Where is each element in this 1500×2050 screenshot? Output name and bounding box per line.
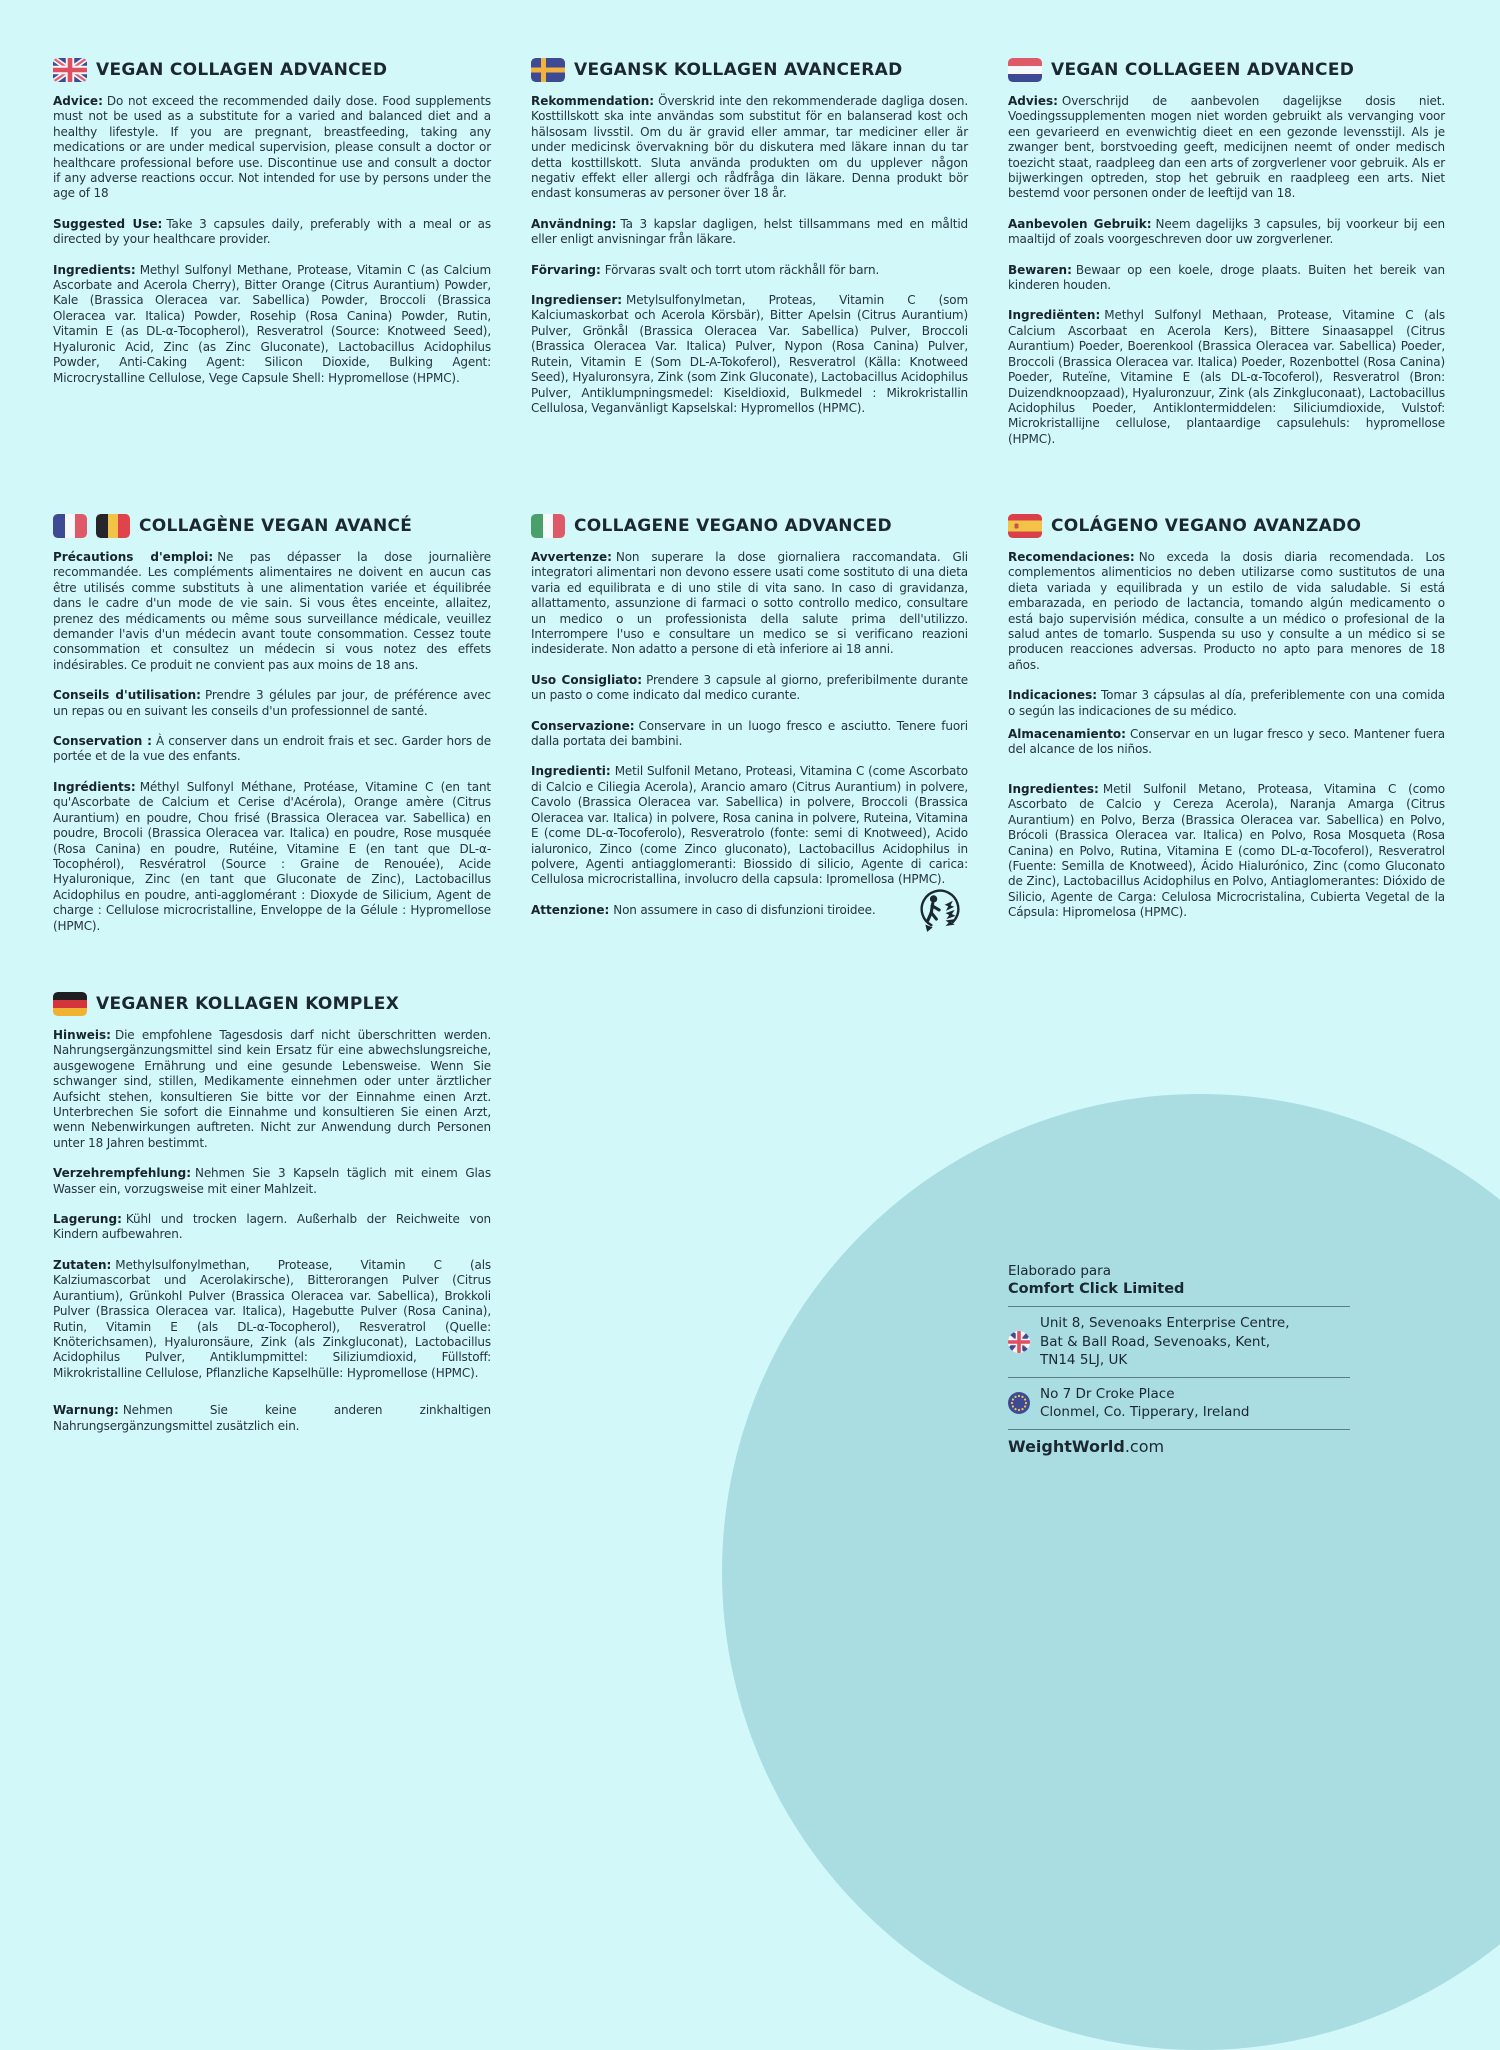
usage-advice-paragraph xyxy=(53,688,491,719)
paragraph-label: Användning: xyxy=(531,216,617,231)
spain-flag-icon xyxy=(1008,514,1042,538)
storage-paragraph xyxy=(53,1212,491,1243)
paragraph-label: Conservation : xyxy=(53,734,152,749)
notice-paragraph xyxy=(53,1028,491,1151)
section-header xyxy=(1008,58,1445,82)
paragraph-label: Ingredientes: xyxy=(1008,781,1099,796)
paragraph-label: Uso Consigliato: xyxy=(531,672,643,687)
section-header xyxy=(53,58,491,82)
paragraph-text: Take 3 capsules daily, preferably with a meal or as directed by your healthcare provider. xyxy=(53,216,491,247)
paragraph-label: Zutaten: xyxy=(53,1257,112,1272)
paragraph-text: Metil Sulfonil Metano, Proteasa, Vitamina C (como Ascorbato de Calcio y Cereza Acerola), Naranja Amarga (Citrus Aurantium) en Polvo, Berza (Brassica Oleracea var. Sabellica) en Polvo, Brócoli (Brassica Oleracea var. Italica) en Polvo, Rosa Mosqueta (Rosa Canina) en Polvo, Rutina, Vitamina E (como DL-α-Tocoferol), Resveratrol (Fuente: Semilla de Knotweed), Ácido Hialurónico, Zinc (como Gluconato de Zinc), Lactobacillus Acidophilus en Polvo, Antiaglomerantes: Dióxido de Silicio, Agente de Carga: Celulosa Microcristalina, Cubierta Vegetal de la Cápsula: Hipromelosa (HPMC). xyxy=(1008,781,1445,920)
paragraph-label: Bewaren: xyxy=(1008,262,1072,277)
paragraph-label: Ingredients: xyxy=(53,262,136,277)
brand-tld: .com xyxy=(1124,1436,1165,1456)
recommendation-paragraph xyxy=(531,94,968,202)
paragraph-label: Recomendaciones: xyxy=(1008,550,1135,564)
paragraph-text: Ne pas dépasser la dose journalière recommandée. Les compléments alimentaires ne doivent en aucun cas être utilisés comme substituts à une alimentation variée et équilibrée dans le cadre d'un mode de vie sain. Si vous êtes enceinte, allaitez, prenez des médicaments ou même sous surveillance médicale, veuillez demander l'avis d'un médecin avant toute consommation. Cessez toute consommation et consultez un médecin si vous notez des effets indésirables. Ce produit ne convient pas aux moins de 18 ans. xyxy=(53,550,492,672)
storage-paragraph xyxy=(531,263,968,278)
section-italian xyxy=(531,514,968,918)
paragraph-text: Metylsulfonylmetan, Proteas, Vitamin C (som Kalciumaskorbat och Acerola Körsbär), Bitter Apelsin (Citrus Aurantium) Pulver, Grönkål (Brassica Oleracea Var. Sabellica) Pulver, Broccoli (Brassica Oleracea Var. Italica) Pulver, Nypon (Rosa Canina) Pulver, Rutein, Vitamin E (Som DL-A-Tokoferol), Resveratrol (Källa: Knotweed Seed), Hyaluronsyra, Zink (som Zink Gluconate), Lactobacillus Acidophilus Pulver, Antiklumpningsmedel: Kiseldioxid, Bulkmedel : Mikrokristallin Cellulosa, Veganvänligt Kapselskal: Hypromellos (HPMC). xyxy=(531,293,968,415)
consumption-paragraph xyxy=(53,1166,491,1197)
paragraph-label: Lagerung: xyxy=(53,1212,122,1227)
section-title: VEGAN COLLAGEN ADVANCED xyxy=(96,60,388,80)
eu-flag-icon xyxy=(1008,1392,1030,1414)
paragraph-label: Advies: xyxy=(1008,94,1058,108)
eu-address-line: No 7 Dr Croke Place xyxy=(1040,1385,1175,1402)
storage-paragraph xyxy=(1008,263,1445,294)
section-spanish xyxy=(1008,514,1445,921)
paragraph-label: Aanbevolen Gebruik: xyxy=(1008,216,1152,231)
paragraph-text: Nehmen Sie 3 Kapseln täglich mit einem Glas Wasser ein, vorzugsweise mit einer Mahlzeit. xyxy=(53,1166,491,1196)
paragraph-text: Conservar en un lugar fresco y seco. Mantener fuera del alcance de los niños. xyxy=(1008,727,1445,757)
advice-paragraph xyxy=(1008,94,1445,202)
paragraph-label: Rekommendation: xyxy=(531,94,655,108)
paragraph-text: Kühl und trocken lagern. Außerhalb der Reichweite von Kindern aufbewahren. xyxy=(53,1212,491,1242)
paragraph-text: Conservare in un luogo fresco e asciutto. Tenere fuori dalla portata dei bambini. xyxy=(531,718,968,749)
ingredients-paragraph xyxy=(531,293,968,416)
section-header xyxy=(53,514,491,538)
section-title: VEGANSK KOLLAGEN AVANCERAD xyxy=(574,60,903,80)
paragraph-label: Verzehrempfehlung: xyxy=(53,1166,191,1181)
paragraph-text: Överskrid inte den rekommenderade dagliga dosen. Kosttillskott ska inte användas som substitut för en balanserad kost och hälsosam livsstil. Om du är gravid eller ammar, tar mediciner eller är under medicinsk övervakning bör du diskutera med läkare innan du tar detta kosttillskott. Sluta använda produkten om du upplever någon negativ effekt eller allergi och rådfråga din läkare. Denna produkt bör endast konsumeras av personer över 18 år. xyxy=(531,94,968,201)
attention-row xyxy=(531,903,968,918)
paragraph-text: Nehmen Sie keine anderen zinkhaltigen Nahrungsergänzungsmittel zusätzlich ein. xyxy=(53,1403,491,1433)
eu-address xyxy=(1040,1385,1249,1422)
section-title: VEGANER KOLLAGEN KOMPLEX xyxy=(96,994,400,1014)
paragraph-text: Methyl Sulfonyl Methane, Protease, Vitamin C (as Calcium Ascorbate and Acerola Cherry), Bitter Orange (Citrus Aurantium) Powder, Kale (Brassica Oleracea var. Sabellica) Powder, Broccoli (Brassica Oleracea var. Italica) Powder, Rosehip (Rosa Canina) Powder, Rutin, Vitamin E (as DL-α-Tocopherol), Resveratrol (Source: Knotweed Seed), Hyaluronic Acid, Zinc (as Zinc Gluconate), Lactobacillus Acidophilus Powder, Anti-Caking Agent: Silicon Dioxide, Bulking Agent: Microcrystalline Cellulose, Vege Capsule Shell: Hypromellose (HPMC). xyxy=(53,262,491,385)
paragraph-label: Conservazione: xyxy=(531,718,635,733)
section-french xyxy=(53,514,491,934)
section-title: VEGAN COLLAGEEN ADVANCED xyxy=(1051,60,1355,80)
advice-paragraph xyxy=(53,94,491,202)
paragraph-label: Ingrédients: xyxy=(53,779,136,794)
divider xyxy=(1008,1306,1350,1307)
uk-address-line: TN14 5LJ, UK xyxy=(1040,1352,1128,1368)
paragraph-text: Methylsulfonylmethan, Protease, Vitamin C (als Kalziumascorbat und Acerolakirsche), Bitterorangen Pulver (Citrus Aurantium), Grünkohl Pulver (Brassica Oleracea var. Sabellica), Brokkoli Pulver (Brassica Oleracea var. Italica), Hagebutte Pulver (Rosa Canina), Rutin, Vitamin E (als DL-α-Tocopherol), Resveratrol (Quelle: Knöterichsamen), Hyaluronsäure, Zink (als Zinkgluconat), Lactobacillus Acidophilus Pulver, Antiklumpmittel: Siliziumdioxid, Füllstoff: Mikrokristalline Cellulose, Pflanzliche Kapselhülle: Hypromellose (HPMC). xyxy=(53,1257,491,1380)
storage-paragraph xyxy=(53,734,491,765)
paragraph-label: Ingrediënten: xyxy=(1008,308,1101,323)
paragraph-text: Metil Sulfonil Metano, Proteasi, Vitamina C (come Ascorbato di Calcio e Ciliegia Acerola), Arancio amaro (Citrus Aurantium) in polvere, Cavolo (Brassica Oleracea var. Sabellica) in polvere, Broccoli (Brassica Oleracea var. Italica) in polvere, Rosa canina in polvere, Ruteina, Vitamina E (come DL-α-Tocoferolo), Resveratrolo (fonte: semi di Knotweed), Acido ialuronico, Zinco (come Zinco gluconato), Lactobacillus Acidophilus in polvere, Agenti antiagglomeranti: Biossido di silicio, Agente di carica: Cellulosa microcristallina, involucro della capsula: Ipromellosa (HPMC). xyxy=(531,764,968,887)
warnings-paragraph xyxy=(531,550,968,658)
suggested-use-paragraph xyxy=(1008,217,1445,248)
paragraph-label: Indicaciones: xyxy=(1008,688,1098,703)
paragraph-text: Methyl Sulfonyl Methaan, Protease, Vitamine C (als Calcium Ascorbaat en Acerola Kers), Bittere Sinaasappel (Citrus Aurantium) Poeder, Boerenkool (Brassica Oleracea var. Sabellica) Poeder, Broccoli (Brassica Oleracea var. Italica) Poeder, Rozenbottel (Rosa Canina) Poeder, Ruteïne, Vitamine E (als DL-α-Tocoferol), Resveratrol (Bron: Duizendknoopzaad), Hyaluronzuur, Zink (als Zinkgluconaat), Lactobacillus Acidophilus Poeder, Antiklontermiddelen: Siliciumdioxide, Vulstof: Microkristallijne cellulose, plantaardige capsulehuls: hypromellose (HPMC). xyxy=(1008,308,1445,446)
company-name: Comfort Click Limited xyxy=(1008,1281,1185,1297)
suggested-use-paragraph xyxy=(531,673,968,704)
uk-address-line: Unit 8, Sevenoaks Enterprise Centre, xyxy=(1040,1315,1290,1331)
ingredients-paragraph xyxy=(1008,308,1445,447)
usage-paragraph xyxy=(531,217,968,248)
paragraph-label: Ingredienser: xyxy=(531,293,623,308)
section-title: COLLAGÈNE VEGAN AVANCÉ xyxy=(139,516,413,536)
ingredients-paragraph xyxy=(53,780,491,934)
paragraph-label: Conseils d'utilisation: xyxy=(53,688,201,703)
paragraph-text: Overschrijd de aanbevolen dagelijkse dosis niet. Voedingssupplementen mogen niet worden gebruikt als vervanging voor een gevarieerd en evenwichtig dieet en een gezonde levensstijl. Als je zwanger bent, borstvoeding geeft, medicijnen neemt of onder medisch toezicht staat, raadpleeg dan een arts of zorgverlener voor gebruik. Als er bijwerkingen optreden, stop het gebruik en raadpleeg een arts. Niet bestemd voor personen onder de leeftijd van 18. xyxy=(1008,94,1445,201)
paragraph-label: Hinweis: xyxy=(53,1028,111,1042)
paragraph-text: Ta 3 kapslar dagligen, helst tillsammans med en måltid eller enligt anvisningar från läkare. xyxy=(531,216,968,247)
paragraph-text: Die empfohlene Tagesdosis darf nicht überschritten werden. Nahrungsergänzungsmittel sind kein Ersatz für eine abwechslungsreiche, ausgewogene Ernährung und eine gesunde Lebensweise. Wenn Sie schwanger sind, stillen, Medikamente einnehmen oder unter ärztlicher Aufsicht stehen, konsultieren Sie bitte vor der Einnahme einen Arzt. Unterbrechen Sie sofort die Einnahme und konsultieren Sie einen Arzt, wenn Nebenwirkungen auftreten. Nicht zur Anwendung durch Personen unter 18 Jahren bestimmt. xyxy=(53,1028,491,1150)
paragraph-label: Almacenamiento: xyxy=(1008,727,1126,742)
paragraph-label: Ingredienti: xyxy=(531,764,611,779)
paragraph-text: Tomar 3 cápsulas al día, preferiblemente con una comida o según las indicaciones de su médico. xyxy=(1008,688,1445,718)
storage-paragraph xyxy=(531,719,968,750)
uk-flag-icon xyxy=(53,58,87,82)
section-title: COLLAGENE VEGANO ADVANCED xyxy=(574,516,892,536)
brand-website xyxy=(1008,1437,1350,1456)
uk-flag-icon xyxy=(1008,1331,1030,1353)
paragraph-text: Prendre 3 gélules par jour, de préférence avec un repas ou en suivant les conseils d'un professionnel de santé. xyxy=(53,688,491,718)
uk-address-line: Bat & Ball Road, Sevenoaks, Kent, xyxy=(1040,1333,1271,1350)
section-header xyxy=(1008,514,1445,538)
germany-flag-icon xyxy=(53,992,87,1016)
warning-paragraph xyxy=(53,1403,491,1434)
eu-address-line: Clonmel, Co. Tipperary, Ireland xyxy=(1040,1404,1250,1420)
section-header xyxy=(531,514,968,538)
italy-flag-icon xyxy=(531,514,565,538)
precautions-paragraph xyxy=(53,550,491,673)
ingredients-paragraph xyxy=(53,1258,491,1381)
paragraph-text: Méthyl Sulfonyl Méthane, Protéase, Vitamine C (en tant qu'Ascorbate de Calcium et Cerise d'Acérola), Orange amère (Citrus Aurantium) en poudre, Chou frisé (Brassica Oleracea var. Sabellica) en poudre, Brocoli (Brassica Oleracea var. Italica) en poudre, Rose musquée (Rosa Canina) en poudre, Rutéine, Vitamine E (en tant que DL-α-Tocophérol), Resvératrol (Source : Graine de Renouée), Acide Hyaluronique, Zinc (en tant que Gluconate de Zinc), Lactobacillus Acidophilus en poudre, anti-agglomérant : Dioxyde de Silicium, Agent de charge : Cellulose microcristalline, Enveloppe de la Gélule : Hypromellose (HPMC). xyxy=(53,779,491,933)
paragraph-label: Warnung: xyxy=(53,1403,119,1418)
paragraph-text: Neem dagelijks 3 capsules, bij voorkeur bij een maaltijd of zoals voorgeschreven door uw zorgverlener. xyxy=(1008,216,1445,247)
divider xyxy=(1008,1429,1350,1430)
paragraph-label: Advice: xyxy=(53,94,103,108)
paragraph-text: Prendere 3 capsule al giorno, preferibilmente durante un pasto o come indicato dal medico curante. xyxy=(531,672,968,703)
belgium-flag-icon xyxy=(96,514,130,538)
recommendations-paragraph xyxy=(1008,550,1445,673)
section-header xyxy=(53,992,491,1016)
decorative-teal-circle xyxy=(722,1094,1500,2050)
triman-recycling-icon xyxy=(918,885,962,933)
sweden-flag-icon xyxy=(531,58,565,82)
paragraph-text: Non assumere in caso di disfunzioni tiroidee. xyxy=(613,902,876,917)
ingredients-paragraph xyxy=(1008,782,1445,921)
ingredients-paragraph xyxy=(531,764,968,887)
paragraph-text: Non superare la dose giornaliera raccomandata. Gli integratori alimentari non devono essere usati come sostituto di una dieta varia ed equilibrata e di uno stile di vita sano. In caso di gravidanza, allattamento, assunzione di farmaci o sotto controllo medico, consultare un medico o un professionista della salute prima dell'utilizzo. Interrompere l'uso e consultare un medico se si verificano reazioni indesiderate. Non adatto a persone di età inferiore ai 18 anni. xyxy=(531,550,968,657)
section-dutch xyxy=(1008,58,1445,447)
suggested-use-paragraph xyxy=(53,217,491,248)
indications-paragraph xyxy=(1008,688,1445,719)
ingredients-paragraph xyxy=(53,263,491,386)
manufacturer-block xyxy=(1008,1262,1350,1456)
section-english xyxy=(53,58,491,386)
eu-address-row xyxy=(1008,1385,1350,1422)
france-flag-icon xyxy=(53,514,87,538)
section-title: COLÁGENO VEGANO AVANZADO xyxy=(1051,516,1362,536)
brand-name: WeightWorld xyxy=(1008,1436,1125,1456)
paragraph-text: Bewaar op een koele, droge plaats. Buiten het bereik van kinderen houden. xyxy=(1008,262,1445,293)
paragraph-text: Förvaras svalt och torrt utom räckhåll för barn. xyxy=(604,262,880,277)
divider xyxy=(1008,1377,1350,1378)
attention-paragraph xyxy=(531,903,906,918)
section-header xyxy=(531,58,968,82)
uk-address-row xyxy=(1008,1314,1350,1370)
made-for-label: Elaborado para xyxy=(1008,1263,1111,1279)
paragraph-label: Avvertenze: xyxy=(531,550,612,564)
paragraph-text: Do not exceed the recommended daily dose. Food supplements must not be used as a substitute for a varied and balanced diet and a healthy lifestyle. If you are pregnant, breastfeeding, taking any medications or are under medical supervision, please consult a doctor or healthcare professional before use. Discontinue use and consult a doctor if any adverse reactions occur. Not intended for use by persons under the age of 18 xyxy=(53,94,491,201)
uk-address xyxy=(1040,1314,1290,1370)
paragraph-label: Suggested Use: xyxy=(53,216,163,231)
paragraph-label: Précautions d'emploi: xyxy=(53,550,214,564)
paragraph-label: Förvaring: xyxy=(531,262,601,277)
netherlands-flag-icon xyxy=(1008,58,1042,82)
paragraph-label: Attenzione: xyxy=(531,902,610,917)
section-swedish xyxy=(531,58,968,416)
section-german xyxy=(53,992,491,1434)
paragraph-text: À conserver dans un endroit frais et sec. Garder hors de portée et de la vue des enfants. xyxy=(53,734,492,764)
storage-paragraph xyxy=(1008,727,1445,758)
paragraph-text: No exceda la dosis diaria recomendada. Los complementos alimenticios no deben utilizarse como sustitutos de una dieta variada y equilibrada y un estilo de vida saludable. Si está embarazada, en periodo de lactancia, tomando algún medicamento o está bajo supervisión médica, consulte a un médico o profesional de la salud antes de tomarlo. Suspenda su uso y consulte a un médico si se producen reacciones adversas. Producto no apto para menores de 18 años. xyxy=(1008,550,1445,672)
